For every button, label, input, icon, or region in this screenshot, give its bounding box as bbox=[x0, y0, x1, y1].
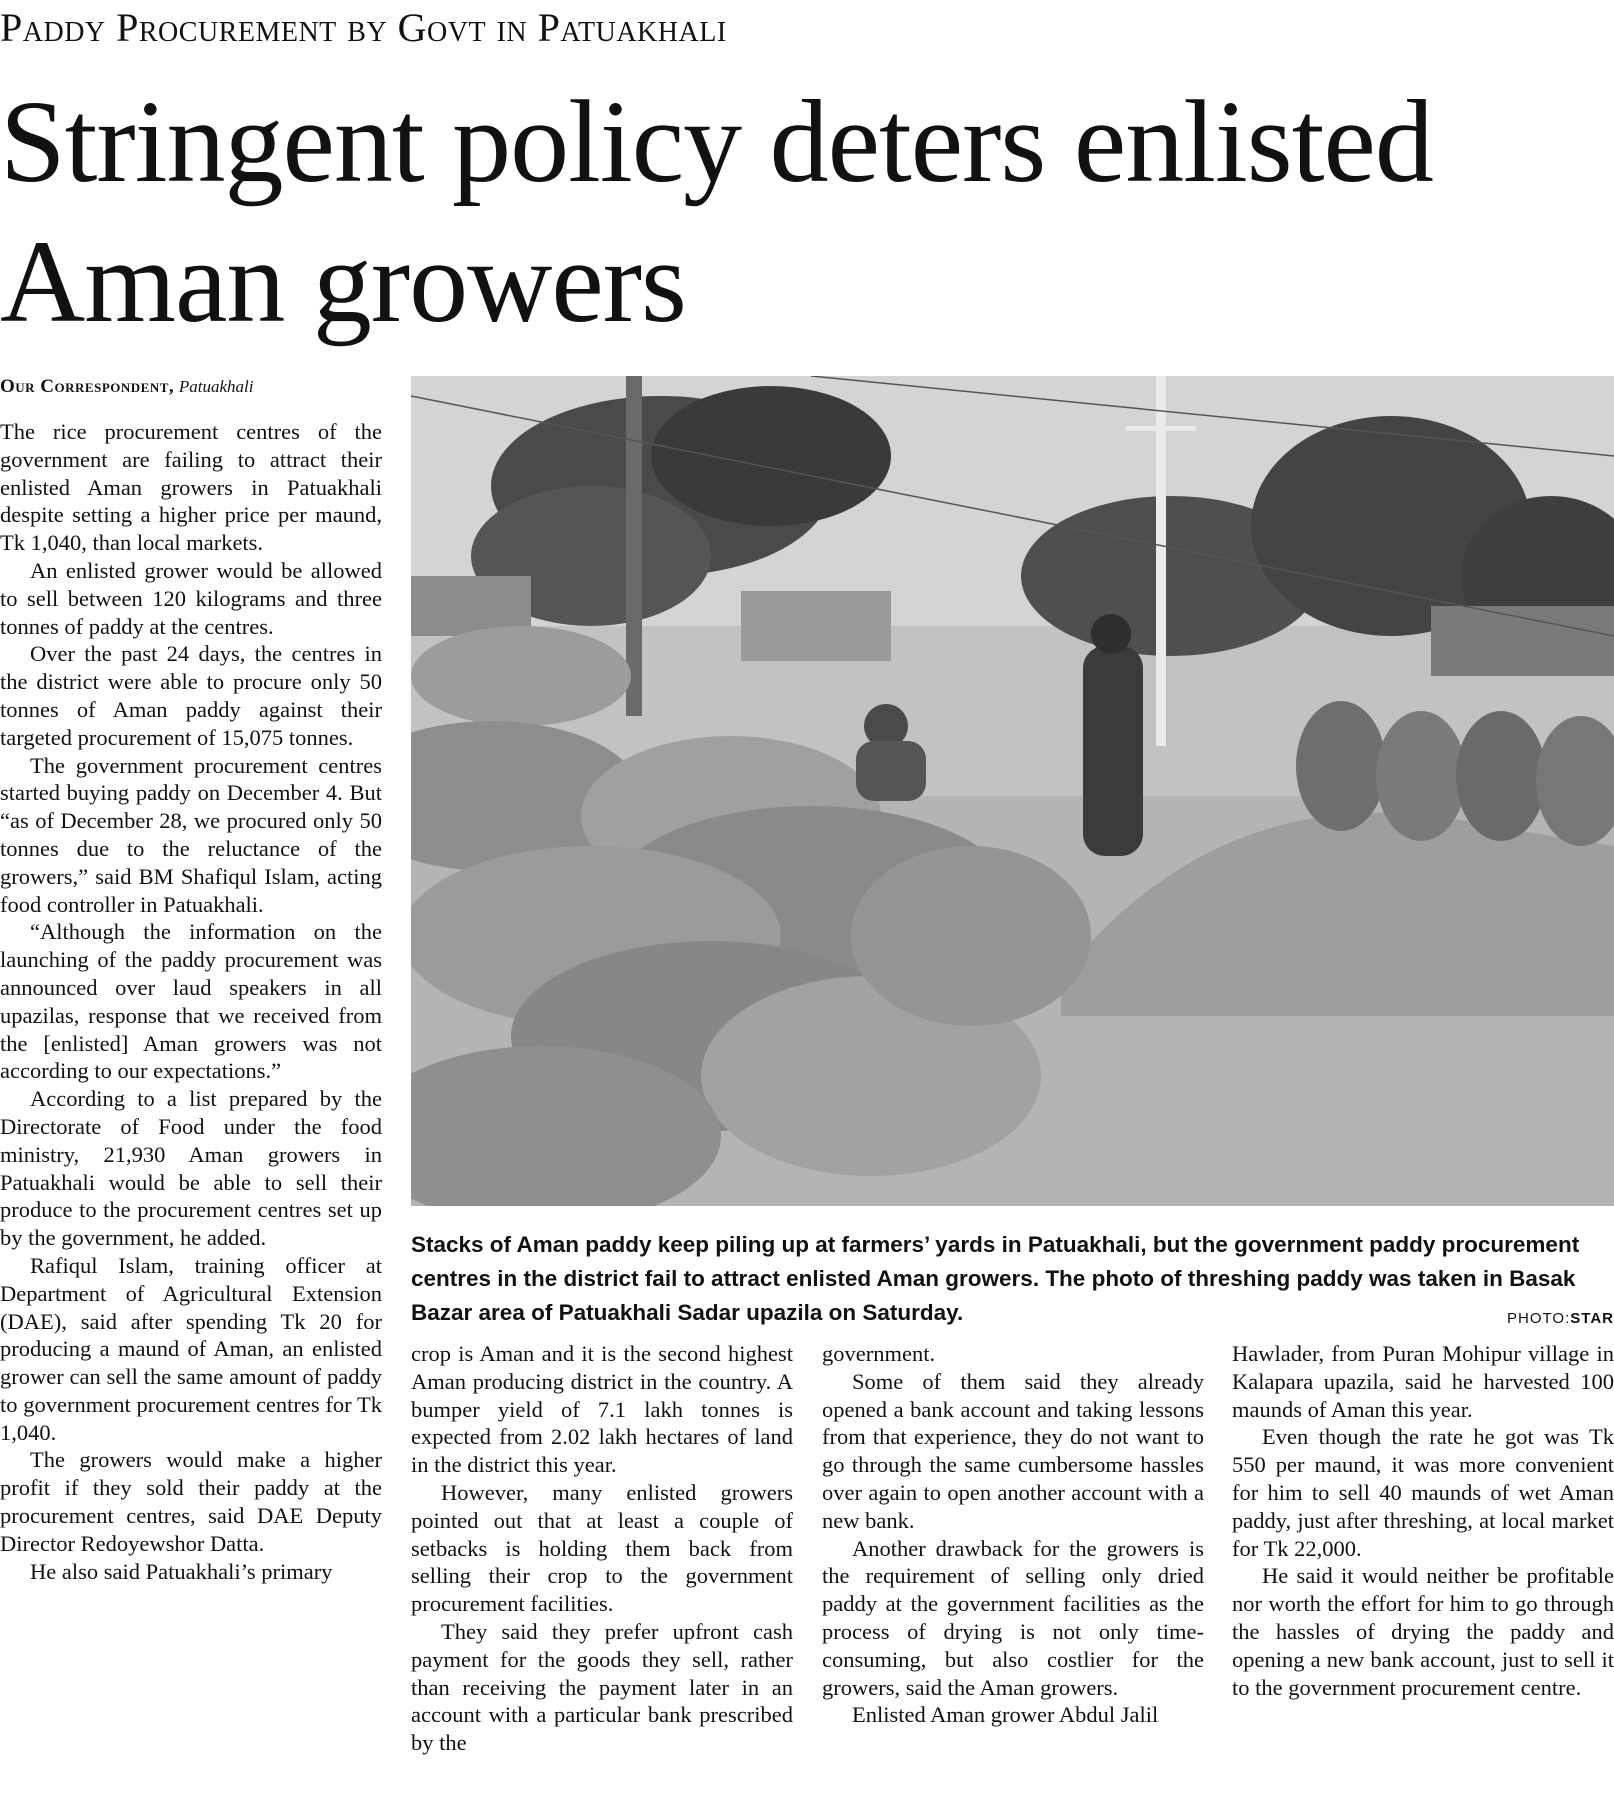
byline-place: Patuakhali bbox=[178, 377, 254, 396]
paragraph: Rafiqul Islam, training officer at Department of Agricultural Extension (DAE), said after spending Tk 20 for producing a maund of Aman, an enlisted grower can sell the same amount of paddy to government procurement centres for Tk 1,040. bbox=[0, 1252, 382, 1445]
paragraph: Over the past 24 days, the centres in the district were able to procure only 50 tonnes of Aman paddy against their targeted procurement of 15,075 tonnes. bbox=[0, 641, 382, 750]
article-column-3 bbox=[822, 1340, 1204, 1812]
paragraph: government. bbox=[822, 1341, 936, 1366]
article-photo bbox=[411, 376, 1614, 1206]
article-column-4 bbox=[1232, 1340, 1614, 1812]
paddy-threshing-photo bbox=[411, 376, 1614, 1206]
article-kicker: Paddy Procurement by Govt in Patuakhali bbox=[0, 5, 727, 50]
article-column-1 bbox=[0, 418, 382, 1812]
paragraph: Enlisted Aman grower Abdul Jalil bbox=[852, 1702, 1159, 1728]
paragraph: He said it would neither be profitable nor worth the effort for him to go through the hassles of drying the paddy and opening a new bank account, just to sell it to the government procurement centre. bbox=[1232, 1563, 1614, 1700]
paragraph: They said they prefer upfront cash payment for the goods they sell, rather than receiving the payment later in an account with a particular bank prescribed by the bbox=[411, 1618, 793, 1756]
paragraph: An enlisted grower would be allowed to sell between 120 kilograms and three tonnes of paddy at the centres. bbox=[0, 557, 382, 639]
paragraph: Even though the rate he got was Tk 550 per maund, it was more convenient for him to sell 40 maunds of wet Aman paddy, just after threshing, at local market for Tk 22,000. bbox=[1232, 1424, 1614, 1561]
byline bbox=[0, 376, 253, 398]
paragraph: However, many enlisted growers pointed out that at least a couple of setbacks is holding them back from selling their crop to the government procurement facilities. bbox=[411, 1479, 793, 1617]
byline-name: Our Correspondent, bbox=[0, 376, 175, 397]
photo-credit-source: STAR bbox=[1570, 1310, 1614, 1327]
article-headline: Stringent policy deters enlisted Aman growers bbox=[0, 76, 1433, 347]
photo-credit-label: PHOTO: bbox=[1507, 1310, 1571, 1327]
paragraph: Another drawback for the growers is the requirement of selling only dried paddy at the government facilities as the process of drying is not only time-consuming, but also costlier for the growers, said the Aman growers. bbox=[822, 1535, 1204, 1700]
article-column-2 bbox=[411, 1340, 793, 1812]
paragraph: He also said Patuakhali’s primary bbox=[30, 1558, 333, 1584]
photo-caption: Stacks of Aman paddy keep piling up at farmers’ yards in Patuakhali, but the government paddy procurement centres in the district fail to attract enlisted Aman growers. The photo of threshing paddy was taken in Basak Bazar area of Patuakhali Sadar upazila on Saturday. bbox=[411, 1232, 1580, 1325]
paragraph: The growers would make a higher profit if they sold their paddy at the procurement centres, said DAE Deputy Director Redoyewshor Datta. bbox=[0, 1447, 382, 1556]
paragraph: crop is Aman and it is the second highest Aman producing district in the country. A bumper yield of 7.1 lakh tonnes is expected from 2.02 lakh hectares of land in the district this year. bbox=[411, 1341, 793, 1478]
paragraph: Some of them said they already opened a bank account and taking lessons from that experience, they do not want to go through the same cumbersome hassles over again to open another account with a new bank. bbox=[822, 1368, 1204, 1533]
paragraph: The rice procurement centres of the government are failing to attract their enlisted Aman growers in Patuakhali despite setting a higher price per maund, Tk 1,040, than local markets. bbox=[0, 419, 382, 556]
paragraph: “Although the information on the launching of the paddy procurement was announced over laud speakers in all upazilas, response that we received from the [enlisted] Aman growers was not according to our expectations.” bbox=[0, 919, 382, 1084]
photo-credit bbox=[1507, 1310, 1614, 1327]
paragraph: Hawlader, from Puran Mohipur village in Kalapara upazila, said he harvested 100 maunds of Aman this year. bbox=[1232, 1341, 1614, 1422]
paragraph: The government procurement centres started buying paddy on December 4. But “as of December 28, we procured only 50 tonnes due to the reluctance of the growers,” said BM Shafiqul Islam, acting food controller in Patuakhali. bbox=[0, 752, 382, 917]
paragraph: According to a list prepared by the Directorate of Food under the food ministry, 21,930 Aman growers in Patuakhali would be able to sell their produce to the procurement centres set up by the government, he added. bbox=[0, 1086, 382, 1251]
